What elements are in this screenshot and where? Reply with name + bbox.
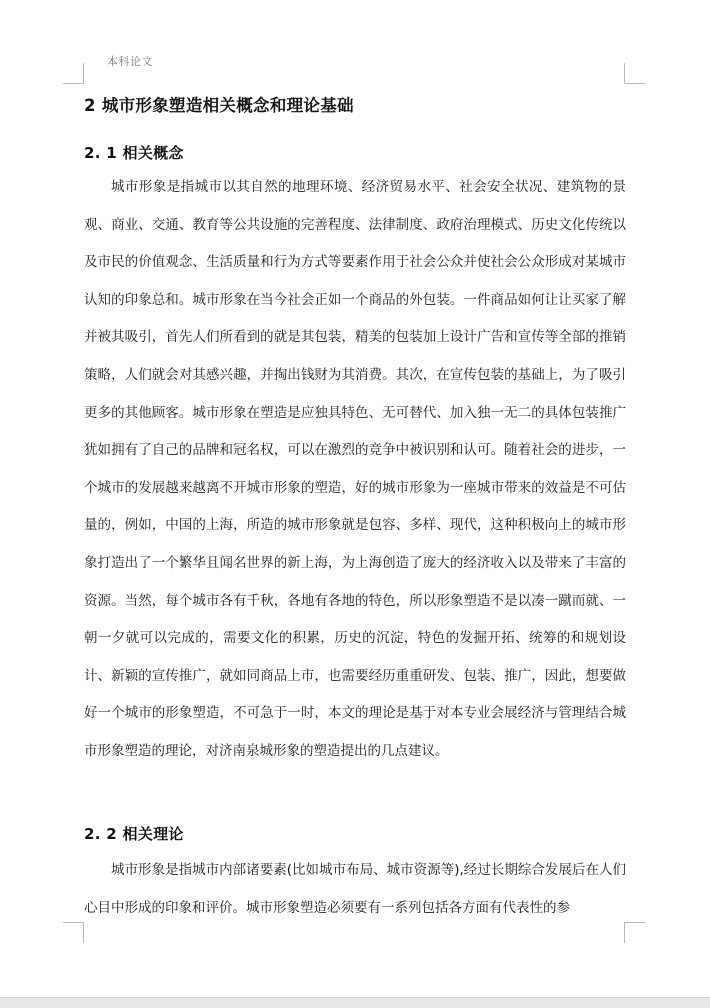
- paragraph-concepts: 城市形象是指城市以其自然的地理环境、经济贸易水平、社会安全状况、建筑物的景观、商业、交通、教育等公共设施的完善程度、法律制度、政府治理模式、历史文化传统以及市民的价值观念、生活质量和行为方式等要素作用于社会公众并使社会公众形成对某城市认知的印象总和。城市形象在当今社会正如一个商品的外包装。一件商品如何让让买家了解并被其吸引，首先人们所看到的就是其包装，精美的包装加上设计广告和宣传等全部的推销策略，人们就会对其感兴趣，并掏出钱财为其消费。其次，在宣传包装的基础上，为了吸引更多的其他顾客。城市形象在塑造是应独具特色、无可替代、加入独一无二的具体包装推广犹如拥有了自己的品牌和冠名权，可以在激烈的竞争中被识别和认可。随着社会的进步，一个城市的发展越来越离不开城市形象的塑造，好的城市形象为一座城市带来的效益是不可估量的，例如，中国的上海，所造的城市形象就是包容、多样、现代，这种积极向上的城市形象打造出了一个繁华且闻名世界的新上海，为上海创造了庞大的经济收入以及带来了丰富的资源。当然，每个城市各有千秋，各地有各地的特色，所以形象塑造不是以凑一蹴而就、一朝一夕就可以完成的，需要文化的积累，历史的沉淀，特色的发掘开拓、统筹的和规划设计、新颖的宣传推广，就如同商品上市，也需要经历重重研发、包装、推广，因此，想要做好一个城市的形象塑造，不可急于一时，本文的理论是基于对本专业会展经济与管理结合城市形象塑造的理论，对济南泉城形象的塑造提出的几点建议。: [84, 179, 626, 759]
- paragraph-theory: 城市形象是指城市内部诸要素(比如城市布局、城市资源等),经过长期综合发展后在人们心目中形成的印象和评价。城市形象塑造必须要有一系列包括各方面有代表性的参: [84, 862, 626, 916]
- crop-mark-top-right: [624, 63, 645, 84]
- running-header: 本科论文: [107, 55, 153, 68]
- subsection-heading-concepts: 2. 1 相关概念: [84, 144, 184, 162]
- crop-mark-bottom-right: [624, 922, 645, 943]
- crop-mark-bottom-left: [63, 922, 84, 943]
- subsection-heading-theory: 2. 2 相关理论: [84, 825, 184, 843]
- chapter-title: 2 城市形象塑造相关概念和理论基础: [84, 96, 354, 115]
- page-bottom-edge: [0, 997, 710, 1008]
- crop-mark-top-left: [63, 63, 84, 84]
